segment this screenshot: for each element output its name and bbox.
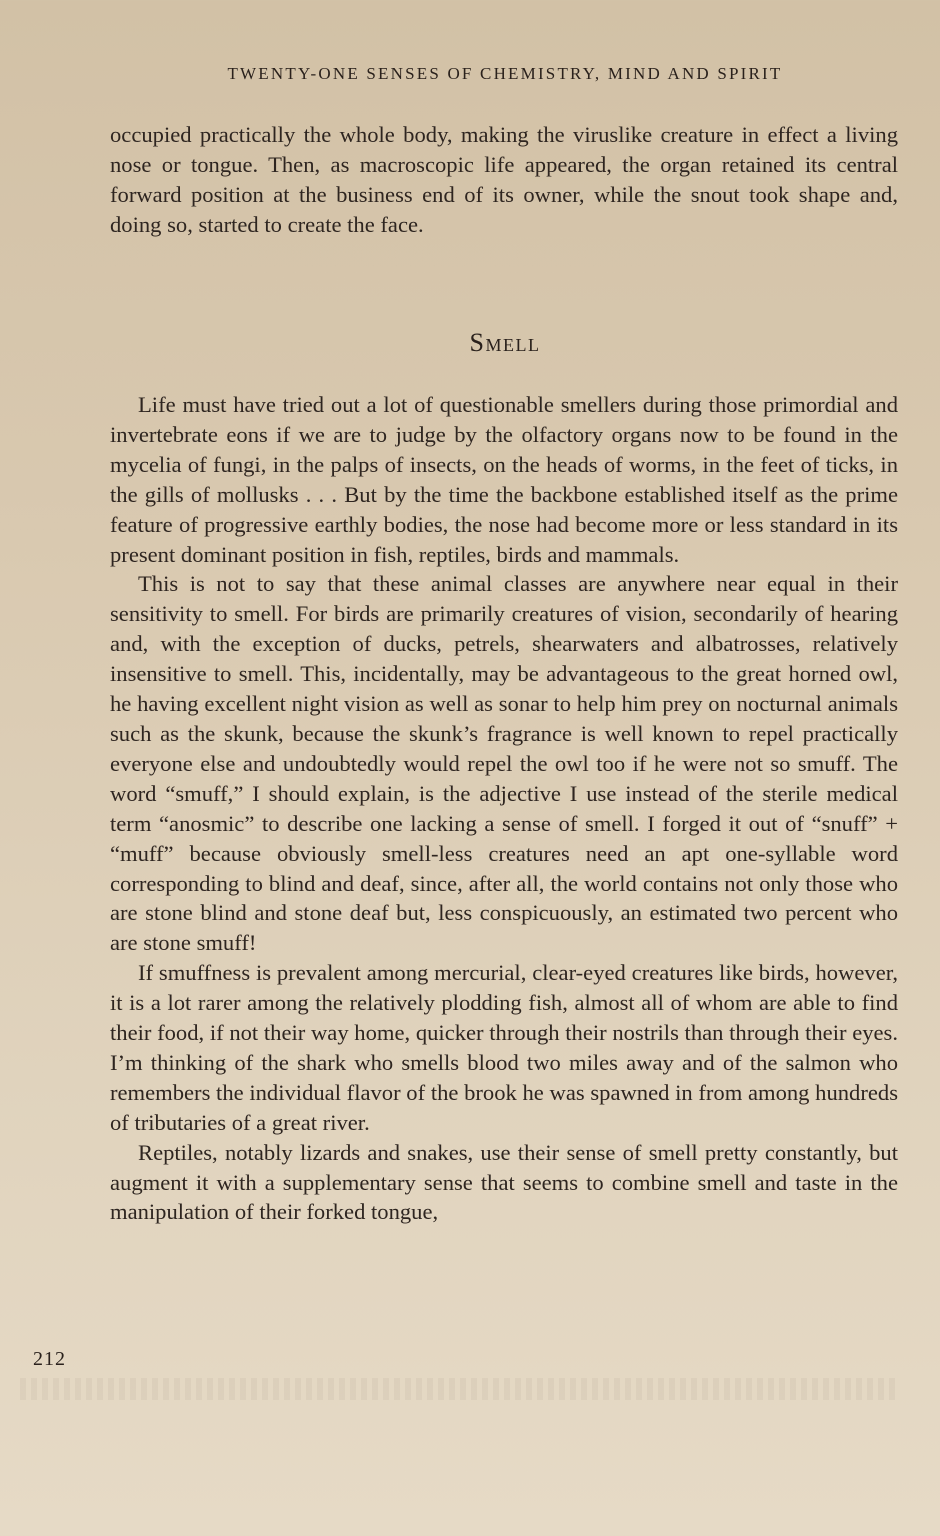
section-heading: Smell	[469, 328, 541, 357]
running-head: TWENTY-ONE SENSES OF CHEMISTRY, MIND AND SPIRIT	[227, 64, 783, 83]
paragraph: This is not to say that these animal classes are anywhere near equal in their sensitivity to smell. For birds are primarily creatures of vision, secondarily of hearing and, with the exception of ducks, petrels, shearwaters and albatrosses, relatively insensitive to smell. This, incidentally, may be advantageous to the great horned owl, he having excellent night vision as well as sonar to help him prey on nocturnal animals such as the skunk, because the skunk’s fragrance is well known to repel practically everyone else and undoubtedly would repel the owl too if he were not so smuff. The word “smuff,” I should explain, is the adjective I use instead of the sterile medical term “anosmic” to describe one lacking a sense of smell. I forged it out of “snuff” + “muff” because obviously smell-less creatures need an apt one-syllable word corresponding to blind and deaf, since, after all, the world contains not only those who are stone blind and stone deaf but, less conspicuously, an estimated two percent who are stone smuff!	[110, 571, 898, 956]
paragraph: If smuffness is prevalent among mercurial, clear-eyed creatures like birds, however, it is a lot rarer among the relatively plodding fish, almost all of whom are able to find their food, if not their way home, quicker through their nostrils than through their eyes. I’m thinking of the shark who smells blood two miles away and of the salmon who remembers the individual flavor of the brook he was spawned in from among hundreds of tributaries of a great river.	[110, 960, 898, 1135]
bleed-through-texture	[20, 1378, 900, 1400]
paragraph: Reptiles, notably lizards and snakes, use their sense of smell pretty constantly, but augment it with a supplementary sense that seems to combine smell and taste in the manipulation of their forked tongue,	[110, 1139, 898, 1225]
paragraph: Life must have tried out a lot of questionable smellers during those primordial and invertebrate eons if we are to judge by the olfactory organs now to be found in the mycelia of fungi, in the palps of insects, on the heads of worms, in the feet of ticks, in the gills of mollusks . . . But by the time the backbone established itself as the prime feature of progressive earthly bodies, the nose had become more or less standard in its present dominant position in fish, reptiles, birds and mammals.	[110, 392, 898, 567]
section-body	[110, 390, 898, 1227]
page-number: 212	[33, 1348, 66, 1370]
continued-paragraph: occupied practically the whole body, making the viruslike creature in effect a living nose or tongue. Then, as macroscopic life appeared, the organ retained its central forward position at the business end of its owner, while the snout took shape and, doing so, started to create the face.	[110, 122, 898, 237]
continued-text	[110, 120, 898, 240]
